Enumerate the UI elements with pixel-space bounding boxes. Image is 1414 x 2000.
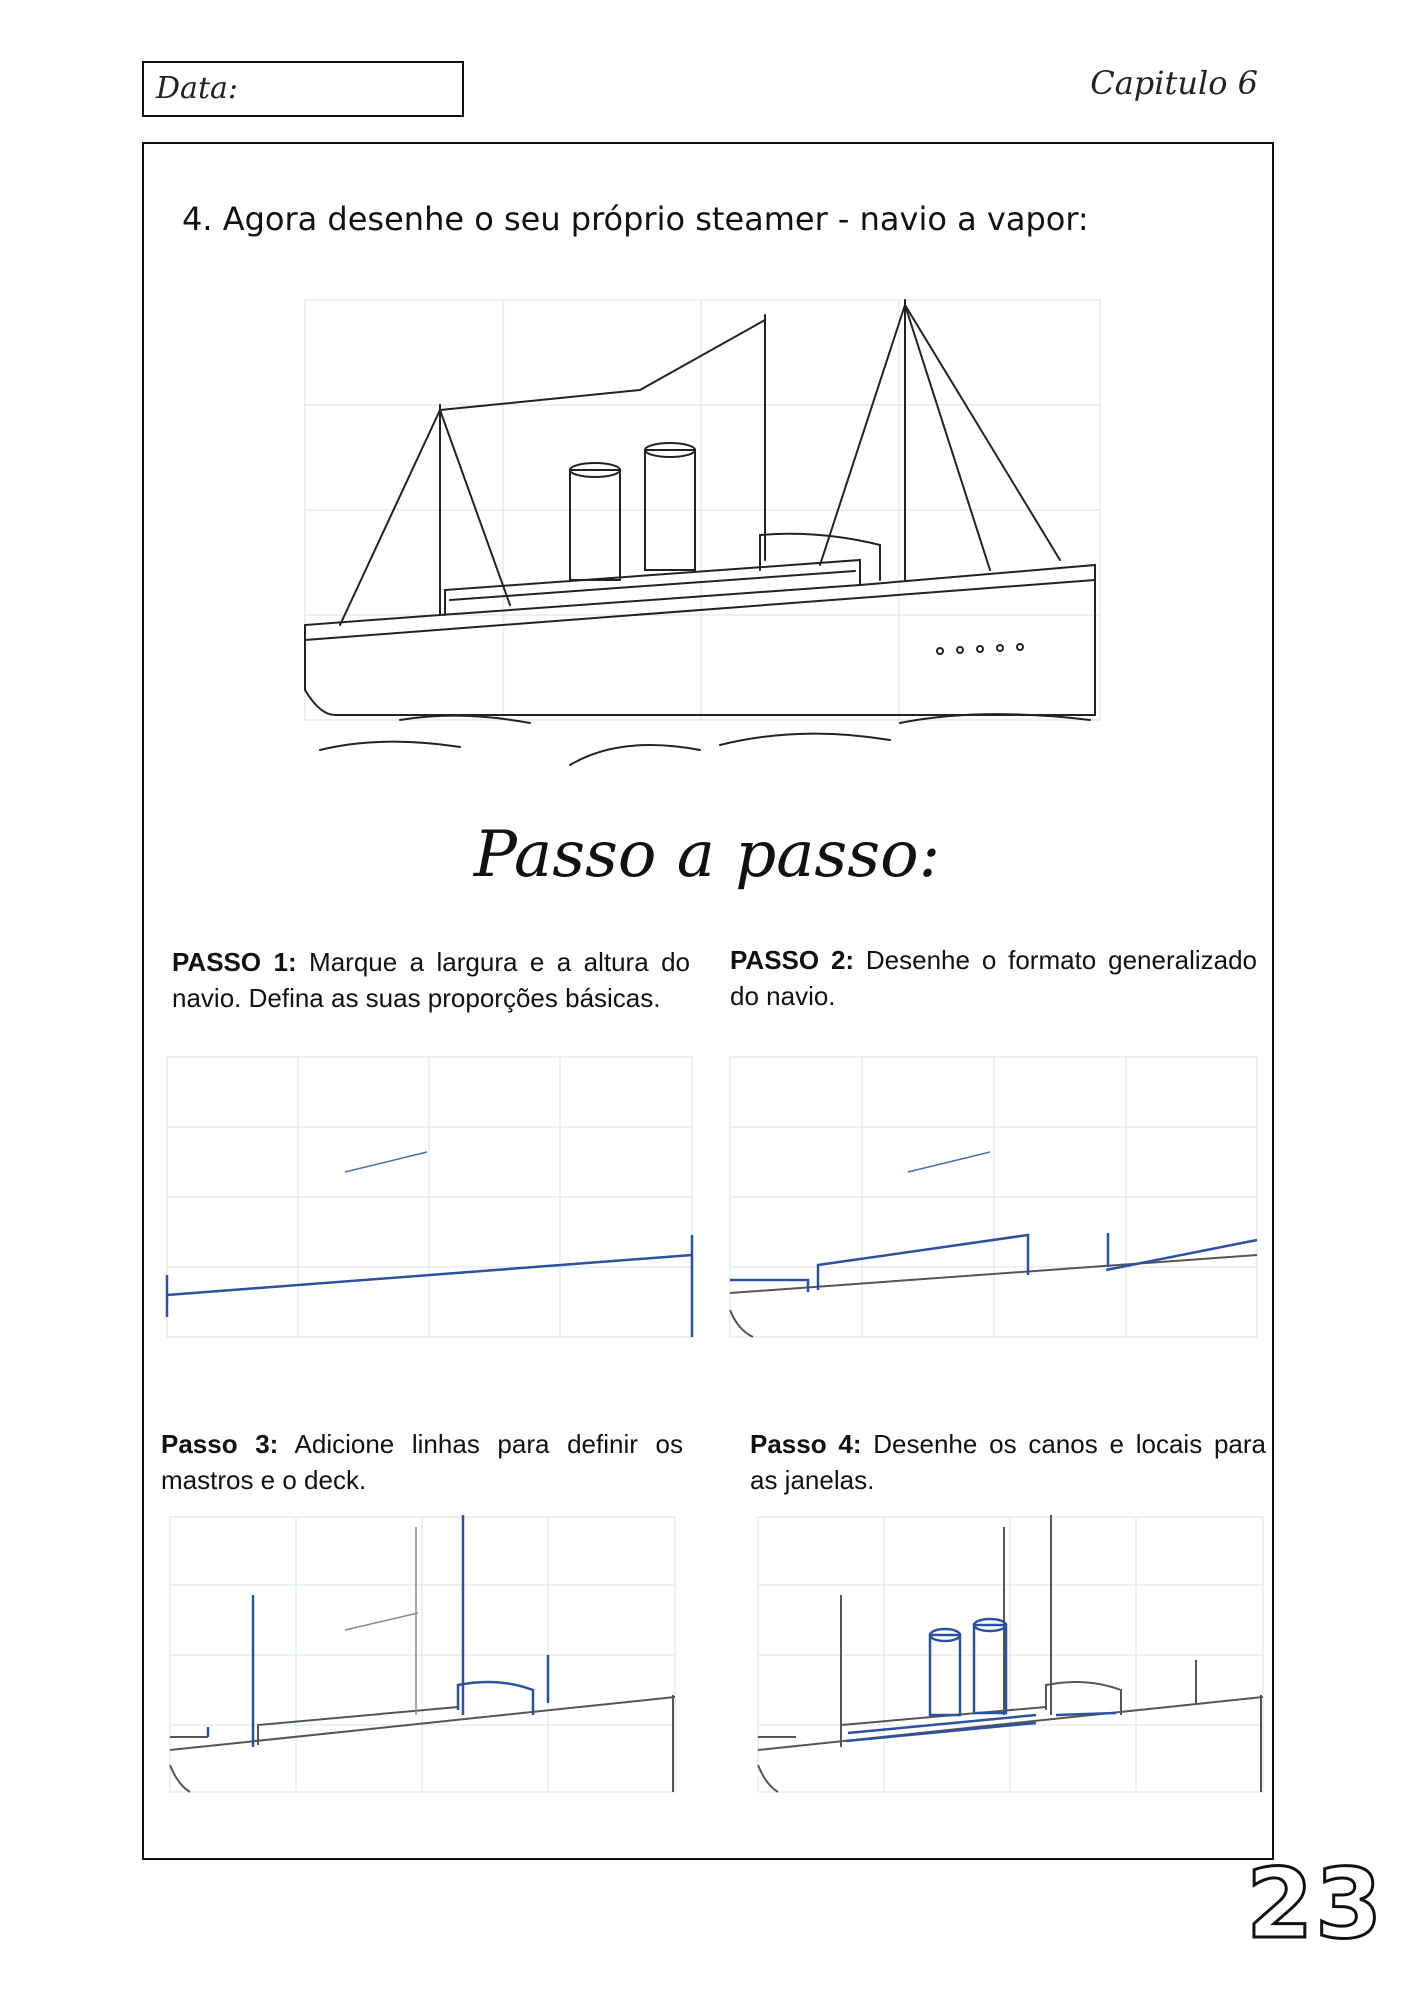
step-2-label: PASSO 2: [730, 945, 855, 975]
step-1-description: Marque a largura e a altura do navio. Defina as suas proporções básicas. [172, 947, 690, 1013]
step-3-description: Adicione linhas para definir os mastros e o deck. [161, 1429, 683, 1495]
section-title: Passo a passo: [473, 818, 941, 892]
step-2-description: Desenhe o formato generalizado do navio. [730, 945, 1258, 1011]
question-text: 4. Agora desenhe o seu próprio steamer - navio a vapor: [182, 200, 1089, 238]
step-3-text [161, 1426, 683, 1498]
step-4-text [750, 1426, 1266, 1498]
step-2-text [730, 942, 1257, 1014]
step-1-label: PASSO 1: [172, 947, 297, 977]
steamer-drawing [300, 295, 1125, 775]
step-3-sketch [168, 1515, 678, 1800]
step-3-label: Passo 3: [161, 1429, 279, 1459]
step-2-sketch [728, 1055, 1260, 1345]
chapter-label: Capitulo 6 [1090, 64, 1258, 102]
page-number: 23 [1246, 1848, 1384, 1960]
step-4-sketch [756, 1515, 1266, 1800]
date-field[interactable] [142, 61, 464, 117]
date-label: Data: [156, 71, 238, 106]
step-1-text [172, 944, 690, 1016]
step-4-label: Passo 4: [750, 1429, 862, 1459]
step-1-sketch [165, 1055, 695, 1345]
step-4-description: Desenhe os canos e locais para as janelas. [750, 1429, 1266, 1495]
